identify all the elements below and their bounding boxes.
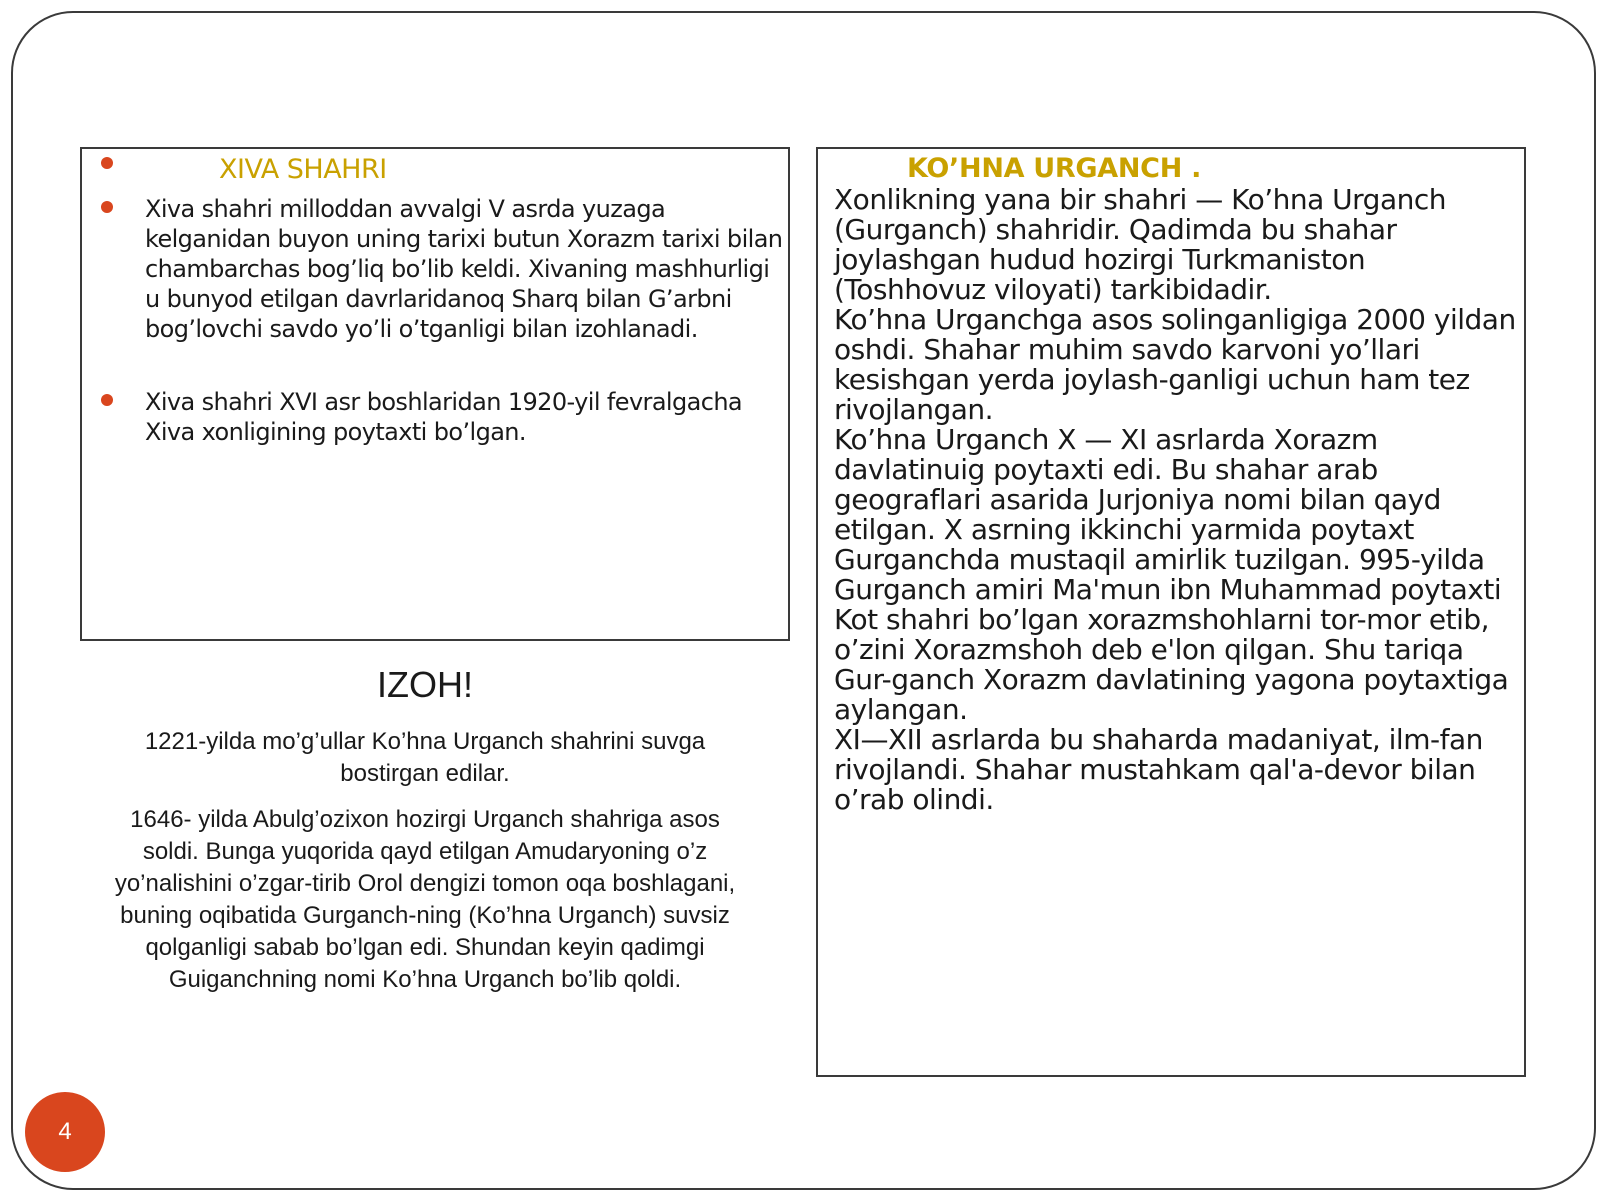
izoh-paragraph-2: 1646- yilda Abulg’ozixon hozirgi Urganch shahriga asos soldi. Bunga yuqorida qayd etilgan Amudaryoning o’z yo’nalishini o’zgar-tirib Orol dengizi tomon oqa boshlagani, buning oqibatida Gurganch-ning (Ko’hna Urganch) suvsiz qolganligi sabab bo’lgan edi. Shundan keyin qadimgi Guiganchning nomi Ko’hna Urganch bo’lib qoldi. [114, 806, 736, 993]
bullet-text-1: Xiva shahri milloddan avvalgi V asrda yuzaga kelganidan buyon uning tarixi butun Xorazm tarixi bilan chambarchas bog’liq bo’lib keldi. Xivaning mashhurligi u bunyod etilgan davrlaridanoq Sharq bilan G’arbni bog’lovchi savdo yo’li o’tganligi bilan izohlanadi. [145, 195, 783, 343]
kohna-urganch-body [834, 185, 1524, 815]
bullet-dot-icon [101, 157, 113, 169]
kohna-urganch-heading: KO’HNA URGANCH . [907, 153, 1202, 184]
izoh-paragraph-1: 1221-yilda mo’g’ullar Ko’hna Urganch shahrini suvga bostirgan edilar. [144, 728, 706, 787]
body-paragraph-1: Xonlikning yana bir shahri — Ko’hna Urganch (Gurganch) shahridir. Qadimda bu shahar joylashgan hudud hozirgi Turkmaniston (Toshhovuz viloyati) tarkibidadir. [834, 183, 1446, 306]
body-paragraph-2: Ko’hna Urganchga asos solinganligiga 2000 yildan oshdi. Shahar muhim savdo karvoni yo’llari kesishgan yerda joylash-ganligi uchun ham tez rivojlangan. [834, 303, 1516, 426]
bullet-text-2: Xiva shahri XVI asr boshlaridan 1920-yil fevralgacha Xiva xonligining poytaxti bo’lgan. [145, 388, 743, 446]
kohna-urganch-text-box [816, 147, 1526, 1077]
izoh-title: IZOH! [377, 664, 473, 705]
xiva-text-box [80, 147, 790, 641]
body-paragraph-4: XI—XII asrlarda bu shaharda madaniyat, ilm-fan rivojlandi. Shahar mustahkam qal'a-devor bilan o’rab olindi. [834, 723, 1483, 816]
page-number-badge: 4 [25, 1092, 105, 1172]
body-paragraph-3: Ko’hna Urganch X — XI asrlarda Xorazm davlatinuig poytaxti edi. Bu shahar arab geograflari asarida Jurjoniya nomi bilan qayd etilgan. X asrning ikkinchi yarmida poytaxt Gurganchda mustaqil amirlik tuzilgan. 995-yilda Gurganch amiri Ma'mun ibn Muhammad poytaxti Kot shahri bo’lgan xorazmshohlarni tor-mor etib, o’zini Xorazmshoh deb e'lon qilgan. Shu tariqa Gur-ganch Xorazm davlatining yagona poytaxtiga aylangan. [834, 423, 1509, 726]
bullet-dot-icon [101, 394, 113, 406]
xiva-heading: XIVA SHAHRI [219, 154, 387, 185]
bullet-dot-icon [101, 201, 113, 213]
